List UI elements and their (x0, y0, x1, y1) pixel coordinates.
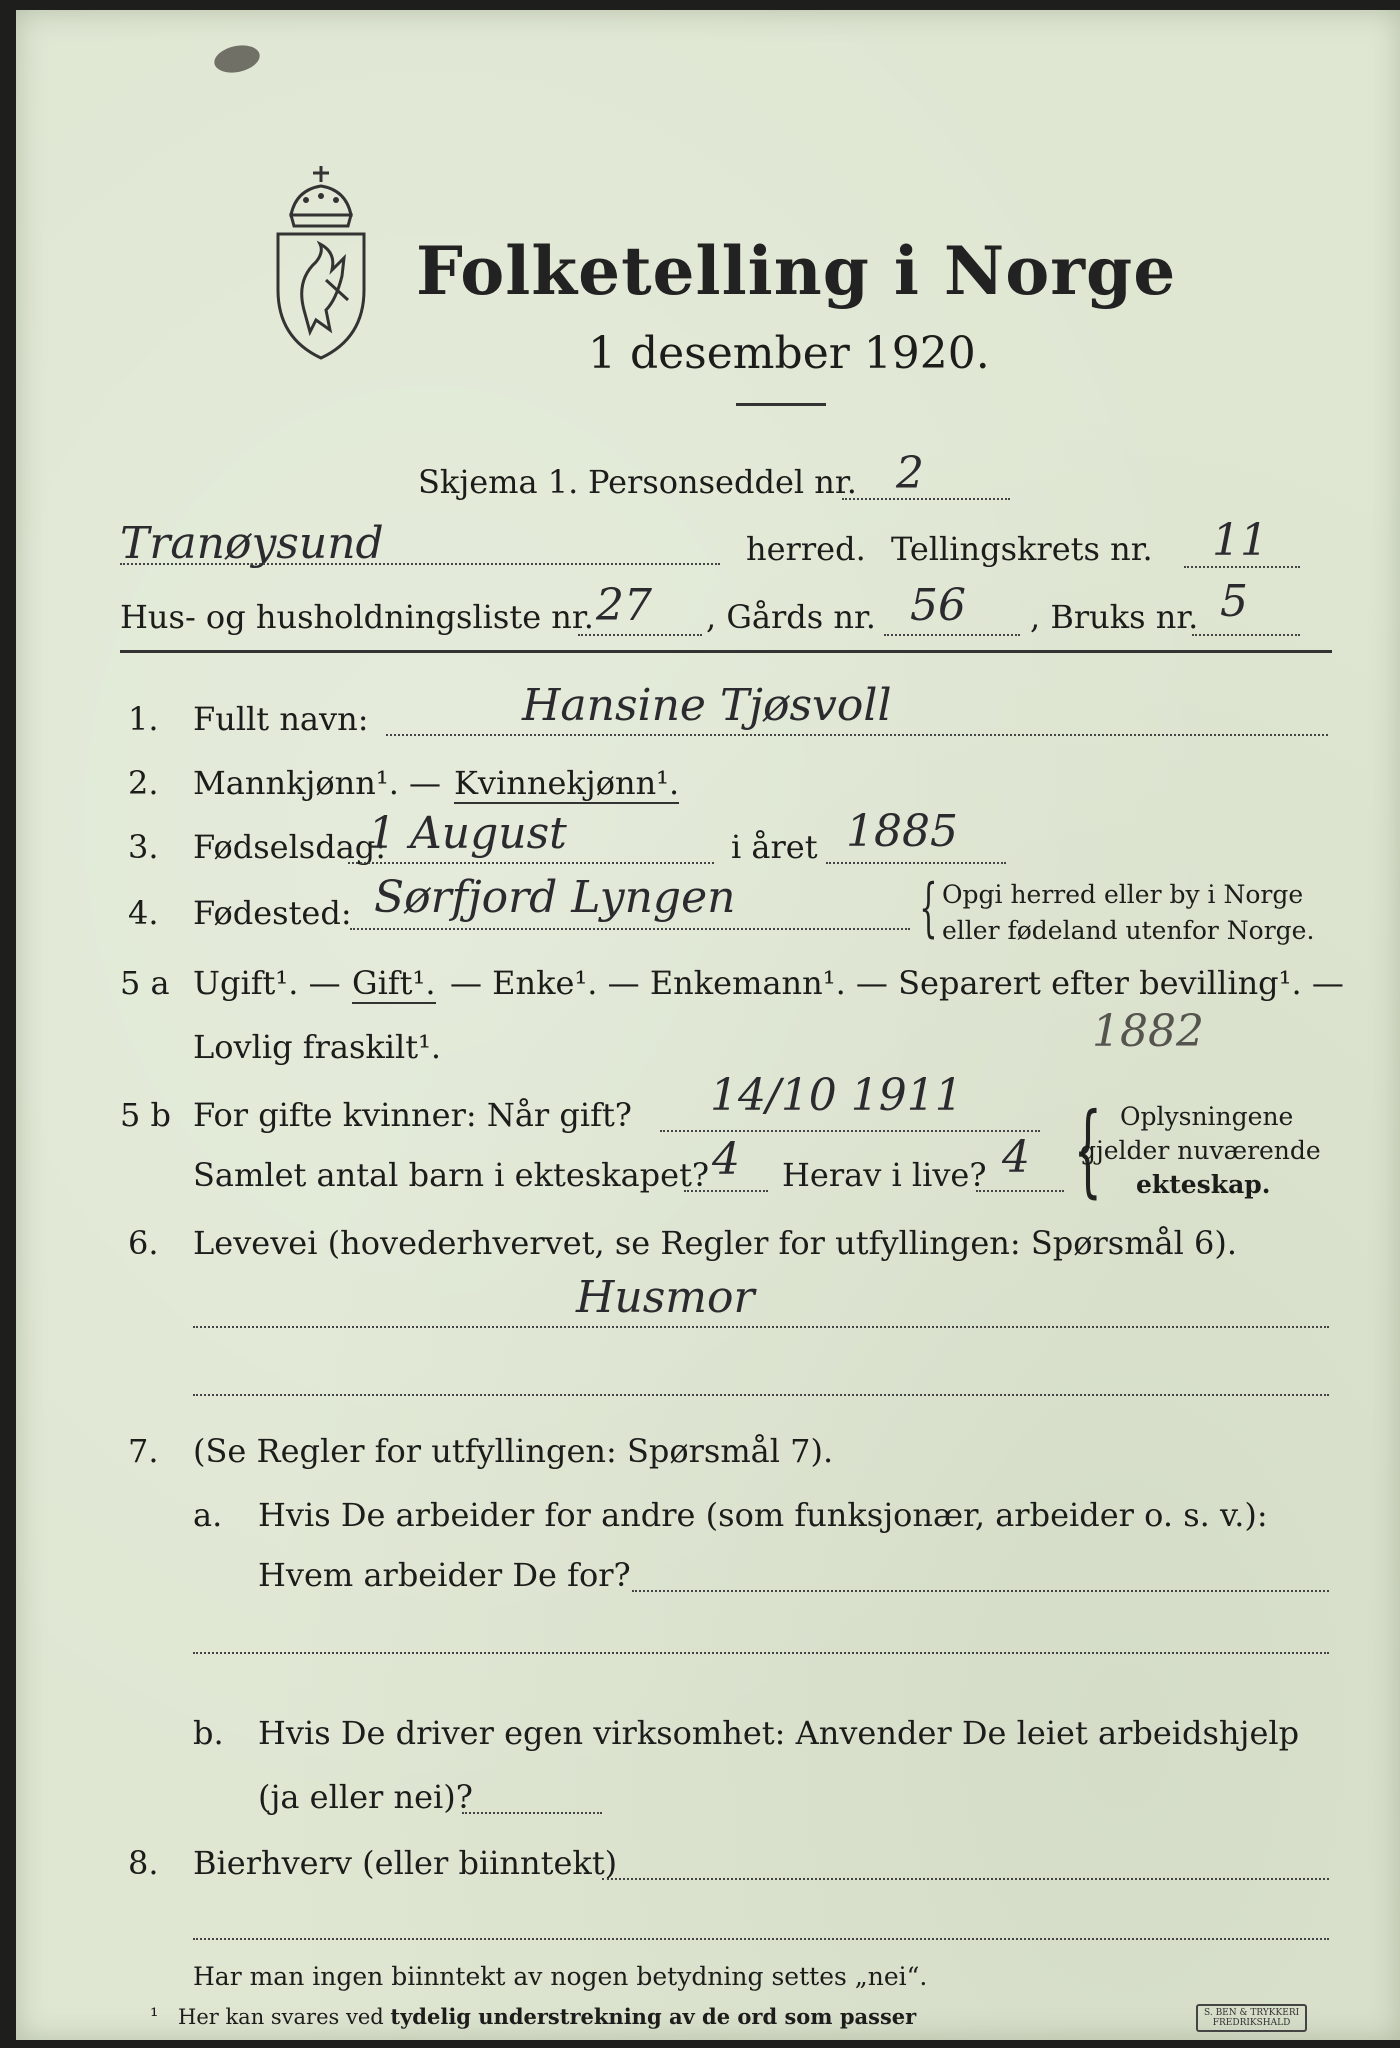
q1-line (386, 734, 1328, 736)
q7a-line1: Hvis De arbeider for andre (som funksjonær, arbeider o. s. v.): (258, 1496, 1268, 1534)
personseddel-line (842, 498, 1010, 500)
alive-value: 4 (1002, 1132, 1030, 1183)
birth-year-label: i året (731, 828, 818, 866)
q4-note-line2: eller fødeland utenfor Norge. (942, 916, 1315, 945)
married-when-label: For gifte kvinner: Når gift? (193, 1096, 632, 1134)
birthday-value: 1 August (368, 808, 567, 859)
q4-label: Fødested: (193, 894, 352, 932)
hired-help-line (462, 1812, 602, 1814)
q4-number: 4. (128, 894, 159, 932)
q7b-letter: b. (193, 1714, 224, 1752)
q5b-brace: { (1073, 1091, 1103, 1208)
footnote-mark: ¹ (150, 2004, 159, 2028)
birthplace-value: Sørfjord Lyngen (374, 872, 736, 923)
schema-label: Skjema 1. (418, 463, 579, 501)
q5a-number: 5 a (120, 964, 170, 1002)
tellingskrets-value: 11 (1212, 515, 1268, 566)
q4-note-line1: Opgi herred eller by i Norge (942, 880, 1304, 909)
q7-label: (Se Regler for utfyllingen: Spørsmål 7). (193, 1432, 834, 1470)
herred-label: herred. (746, 530, 866, 568)
q8-number: 8. (128, 1844, 159, 1882)
q5b-note-line2: gjelder nuværende (1080, 1136, 1321, 1165)
tellingskrets-line (1184, 566, 1300, 568)
census-date: 1 desember 1920. (588, 328, 990, 379)
bruks-label: , Bruks nr. (1030, 598, 1199, 636)
occupation-line-1 (193, 1326, 1329, 1328)
margin-note: 1882 (1092, 1006, 1204, 1057)
norwegian-coat-of-arms-icon (266, 160, 376, 365)
herred-value: Tranøysund (120, 518, 384, 569)
census-form-sheet (16, 10, 1400, 2040)
female-option-underlined: Kvinnekjønn¹. (454, 764, 680, 802)
q5b-number: 5 b (120, 1096, 172, 1134)
children-line (684, 1190, 768, 1192)
birth-year-line (826, 862, 1006, 864)
marital-other-options: — Enke¹. — Enkemann¹. — Separert efter bevilling¹. — (450, 964, 1344, 1002)
no-income-note: Har man ingen biinntekt av nogen betydning settes „nei“. (193, 1962, 928, 1991)
tellingskrets-label: Tellingskrets nr. (891, 530, 1153, 568)
q3-number: 3. (128, 828, 159, 866)
full-name-value: Hansine Tjøsvoll (522, 680, 892, 731)
gards-value: 56 (910, 580, 966, 631)
q7a-letter: a. (193, 1496, 223, 1534)
children-value: 4 (712, 1134, 740, 1185)
personseddel-value: 2 (896, 448, 924, 499)
q6-label: Levevei (hovederhvervet, se Regler for utfyllingen: Spørsmål 6). (193, 1224, 1238, 1262)
children-label: Samlet antal barn i ekteskapet? (193, 1156, 710, 1194)
q7a-line2: Hvem arbeider De for? (258, 1556, 631, 1594)
title-divider (736, 403, 826, 406)
married-option-underlined: Gift¹. (352, 964, 436, 1002)
q2-number: 2. (128, 764, 159, 802)
gards-label: , Gårds nr. (706, 598, 876, 636)
side-income-line (602, 1878, 1329, 1880)
married-when-line (660, 1130, 1040, 1132)
birthday-line (348, 862, 714, 864)
q7b-line2: (ja eller nei)? (258, 1778, 473, 1816)
male-option: Mannkjønn¹. — (193, 764, 442, 802)
q5b-note-line1: Oplysningene (1120, 1102, 1294, 1131)
side-income-line-2 (193, 1938, 1329, 1940)
printer-stamp: S. BEN & TRYKKERI FREDRIKSHALD (1196, 2004, 1307, 2032)
q7b-line1: Hvis De driver egen virksomhet: Anvender De leiet arbeidshjelp (258, 1714, 1300, 1752)
header-rule (120, 650, 1332, 653)
household-list-line (578, 634, 702, 636)
occupation-value: Husmor (576, 1272, 755, 1323)
ink-blot (212, 42, 262, 77)
q5b-note-line3: ekteskap. (1136, 1170, 1271, 1199)
birthplace-line (350, 928, 910, 930)
q7-number: 7. (128, 1432, 159, 1470)
married-when-value: 14/10 1911 (710, 1070, 963, 1121)
footnote-text: Her kan svares ved tydelig understrekning av de ord som passer (178, 2004, 917, 2029)
herred-line (120, 563, 720, 565)
alive-label: Herav i live? (782, 1156, 987, 1194)
birth-year-value: 1885 (846, 806, 958, 857)
household-list-label: Hus- og husholdningsliste nr. (120, 598, 594, 636)
household-list-value: 27 (596, 580, 652, 631)
q3-label: Fødselsdag: (193, 828, 387, 866)
q1-label: Fullt navn: (193, 700, 369, 738)
personseddel-label: Personseddel nr. (588, 463, 857, 501)
q6-number: 6. (128, 1224, 159, 1262)
alive-line (976, 1190, 1064, 1192)
occupation-line-2 (193, 1394, 1329, 1396)
q1-number: 1. (128, 700, 159, 738)
bruks-value: 5 (1220, 576, 1248, 627)
bruks-line (1192, 634, 1300, 636)
q8-label: Bierhverv (eller biinntekt) (193, 1844, 618, 1882)
form-title: Folketelling i Norge (416, 232, 1177, 310)
divorced-option: Lovlig fraskilt¹. (193, 1028, 442, 1066)
gards-line (884, 634, 1020, 636)
employer-line (632, 1590, 1329, 1592)
unmarried-option: Ugift¹. — (193, 964, 341, 1002)
employer-line-2 (193, 1652, 1329, 1654)
q4-brace: { (919, 871, 938, 945)
